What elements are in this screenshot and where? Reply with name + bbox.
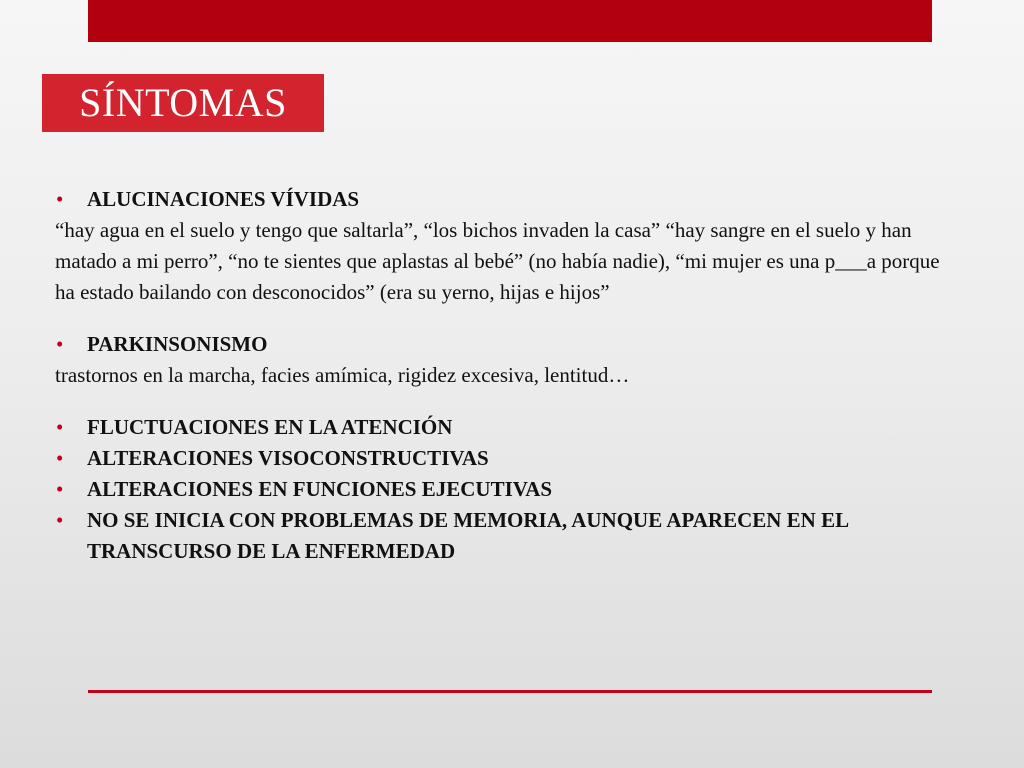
- bullet-text: NO SE INICIA CON PROBLEMAS DE MEMORIA, AUNQUE APARECEN EN EL TRANSCURSO DE LA ENFERMEDAD: [87, 508, 848, 563]
- slide-title: SÍNTOMAS: [79, 80, 287, 125]
- bullet-icon: •: [56, 332, 64, 356]
- section-text-alucinaciones: “hay agua en el suelo y tengo que saltarla”, “los bichos invaden la casa” “hay sangre en el suelo y han matado a mi perro”, “no te sientes que aplastas al bebé” (no había nadie), “mi mujer es una p___a porque ha estado bailando con desconocidos” (era su yerno, hijas e hijos”: [55, 218, 940, 304]
- spacer: [55, 391, 960, 412]
- bullet-icon: •: [56, 415, 64, 439]
- bullet-item-memoria: [55, 505, 960, 567]
- bullet-icon: •: [56, 477, 64, 501]
- bullet-item-fluctuaciones: [55, 412, 960, 443]
- bottom-red-line: [88, 690, 932, 693]
- spacer: [55, 308, 960, 329]
- bullet-icon: •: [56, 508, 64, 532]
- slide-title-box: [42, 74, 324, 132]
- bullet-item-funciones-ejecutivas: [55, 474, 960, 505]
- slide-content: [55, 184, 960, 567]
- bullet-icon: •: [56, 187, 64, 211]
- bullet-text: ALTERACIONES VISOCONSTRUCTIVAS: [87, 446, 489, 470]
- bullet-heading: ALUCINACIONES VÍVIDAS: [87, 187, 360, 211]
- bullet-icon: •: [56, 446, 64, 470]
- top-red-bar: [88, 0, 932, 42]
- section-text-parkinsonismo: trastornos en la marcha, facies amímica, rigidez excesiva, lentitud…: [55, 363, 630, 387]
- bullet-heading: PARKINSONISMO: [87, 332, 268, 356]
- bullet-text: FLUCTUACIONES EN LA ATENCIÓN: [87, 415, 453, 439]
- bullet-item-parkinsonismo: [55, 329, 960, 360]
- bullet-item-alucinaciones: [55, 184, 960, 215]
- bullet-text: ALTERACIONES EN FUNCIONES EJECUTIVAS: [87, 477, 553, 501]
- bullet-item-visoconstructivas: [55, 443, 960, 474]
